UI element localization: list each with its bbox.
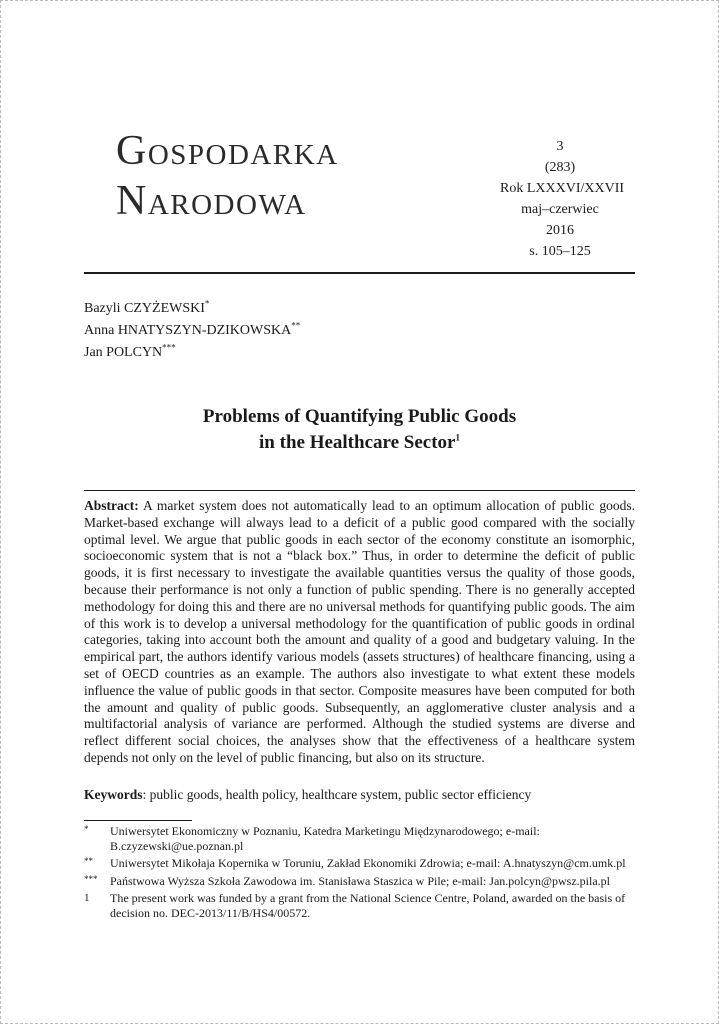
footnote-rule	[84, 820, 192, 821]
footnote-text: Państwowa Wyższa Szkoła Zawodowa im. Stanisława Staszica w Pile; e-mail: Jan.polcyn@pwsz.pila.pl	[110, 873, 610, 888]
journal-title	[116, 126, 476, 226]
abstract-label: Abstract:	[84, 498, 139, 513]
paper-title-footnote-mark: 1	[455, 432, 460, 443]
issue-info	[500, 136, 625, 262]
journal-title-line1: Gospodarka	[116, 128, 339, 174]
author-name: Bazyli CZYŻEWSKI	[84, 301, 205, 316]
footnote	[84, 856, 635, 871]
keywords-label: Keywords	[84, 787, 143, 802]
author-affiliation-mark: **	[291, 320, 301, 331]
keywords	[84, 786, 635, 804]
issue-year: 2016	[546, 223, 574, 238]
issue-total: (283)	[544, 160, 576, 175]
footnote	[84, 891, 635, 921]
author-list	[84, 298, 634, 364]
paper-title-line2	[84, 430, 635, 456]
issue-pages: s. 105–125	[529, 244, 591, 259]
issue-months: maj–czerwiec	[521, 202, 599, 217]
paper-title-line1: Problems of Quantifying Public Goods	[202, 406, 517, 427]
abstract-text: A market system does not automatically lead to an optimum allocation of public goods. Market-based exchange will always lead to a deficit of a public good compared with the socially optimal level. We argue that public goods in each sector of the economy constitute an isomorphic, socioeconomic system that is not a “black box.” Thus, in order to determine the deficit of public goods, it is first necessary to investigate the available quantities versus the quality of those goods, because their performance is not only a function of public spending. There is no generally accepted methodology for doing this and there are no universal methods for quantifying public goods. The aim of this work is to develop a universal methodology for the quantification of public goods in ordinal categories, taking into account both the amount and quality of a good and budgetary valuing. In the empirical part, the authors identify various models (assets structures) of healthcare financing, using a set of OECD countries as an example. The authors also investigate to what extent these models influence the value of public goods in that sector. Composite measures have been computed for both the amount and quality of public goods. Subsequently, an agglomerative cluster analysis and a multifactorial analysis of variance are performed. Although the studied systems are diverse and reflect different social choices, the analyses show that the effectiveness of a healthcare system depends not only on the level of public financing, but also on its structure.	[84, 498, 635, 765]
header-rule	[84, 272, 635, 274]
issue-volume-year: Rok LXXXVI/XXVII	[500, 181, 625, 196]
footnote	[84, 824, 635, 854]
author-affiliation-mark: ***	[162, 342, 176, 353]
author-name: Anna HNATYSZYN-DZIKOWSKA	[84, 323, 292, 338]
footnote	[84, 874, 635, 889]
abstract-rule	[84, 490, 635, 491]
journal-title-line2: Narodowa	[116, 178, 307, 224]
author	[84, 320, 634, 342]
paper-title-line2-text: in the Healthcare Sector	[259, 432, 456, 453]
keywords-text: : public goods, health policy, healthcare system, public sector efficiency	[142, 787, 532, 802]
issue-number: 3	[556, 139, 564, 154]
footnote-mark: *	[84, 824, 89, 834]
footnote-text: Uniwersytet Mikołaja Kopernika w Toruniu, Zakład Ekonomiki Zdrowia; e-mail: A.hnatyszyn@cm.umk.pl	[110, 856, 626, 871]
author-affiliation-mark: *	[204, 298, 210, 309]
footnote-text: Uniwersytet Ekonomiczny w Poznaniu, Katedra Marketingu Międzynarodowego; e-mail: B.czyzewski@ue.poznan.pl	[110, 824, 540, 854]
paper-title	[84, 404, 635, 456]
footnote-mark: **	[84, 856, 93, 867]
footnote-mark: ***	[84, 873, 98, 884]
footnote-mark: 1	[84, 891, 90, 904]
abstract	[84, 498, 635, 767]
footnote-text: The present work was funded by a grant from the National Science Centre, Poland, awarded on the basis of decision no. DEC-2013/11/B/HS4/00572.	[110, 890, 626, 921]
author	[84, 342, 634, 364]
footnotes	[84, 824, 635, 923]
author	[84, 298, 634, 320]
author-name: Jan POLCYN	[84, 345, 163, 360]
